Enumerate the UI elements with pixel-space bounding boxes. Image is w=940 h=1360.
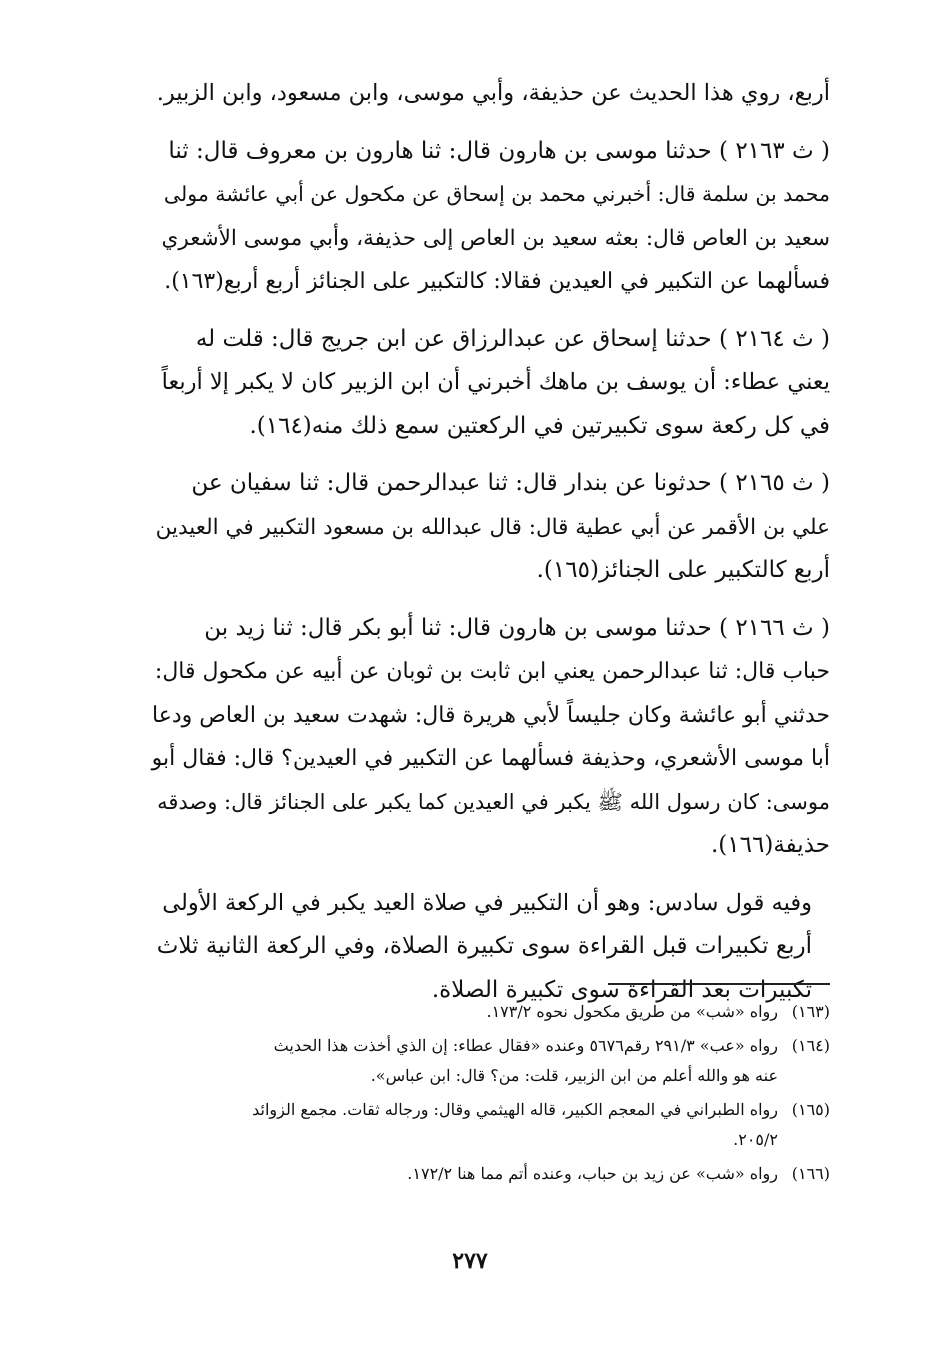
text-line: أربع كالتكبير على الجنائز(١٦٥). [536,557,830,583]
text-line: أبا موسى الأشعري، وحذيفة فسألهما عن التكبير في العيدين؟ قال: فقال أبو [151,746,830,771]
footnote-165 [150,1095,830,1155]
text-line: حباب قال: ثنا عبدالرحمن يعني ابن ثابت بن ثوبان عن أبيه عن مكحول قال: [154,659,830,684]
text-line: أربع تكبيرات قبل القراءة سوى تكبيرة الصلاة، وفي الركعة الثانية ثلاث [156,933,812,959]
footnote-text: رواه الطبراني في المعجم الكبير، قاله الهيثمي وقال: ورجاله ثقات. مجمع الزوائد [252,1100,778,1119]
text-line: ( ث ٢١٦٦ ) حدثنا موسى بن هارون قال: ثنا أبو بكر قال: ثنا زيد بن [204,614,830,641]
text-line: يعني عطاء: أن يوسف بن ماهك أخبرني أن ابن الزبير كان لا يكبر إلا أربعاً [161,369,830,395]
footnotes [150,997,830,1193]
footnote-text: رواه «عب» ٢٩١/٣ رقم٥٦٧٦ وعنده «فقال عطاء: إن الذي أخذت هذا الحديث [273,1036,778,1055]
hadith-2166 [150,607,830,868]
footnote-number: (١٦٤) [791,1036,830,1055]
footnote-continuation: ٢٠٥/٢. [733,1130,778,1149]
sixth-opinion-paragraph [150,882,830,1013]
text-line: سعيد بن العاص قال: بعثه سعيد بن العاص إلى حذيفة، وأبي موسى الأشعري [161,225,830,251]
footnote-number: (١٦٦) [791,1164,830,1183]
footnote-163 [150,997,830,1027]
text-line: ( ث ٢١٦٤ ) حدثنا إسحاق عن عبدالرزاق عن ابن جريج قال: قلت له [195,325,830,352]
page-number: ٢٧٧ [452,1248,488,1274]
text-line: حذيفة(١٦٦). [711,832,830,858]
footnote-text: رواه «شب» من طريق مكحول نحوه ١٧٣/٢. [486,1002,778,1021]
text-line: تكبيرات بعد القراءة سوى تكبيرة الصلاة. [431,976,812,1003]
text-line: ( ث ٢١٦٣ ) حدثنا موسى بن هارون قال: ثنا هارون بن معروف قال: ثنا [168,137,830,164]
text-line: موسى: كان رسول الله ﷺ يكبر في العيدين كما يكبر على الجنائز قال: وصدقه [157,789,830,814]
footnote-number: (١٦٣) [791,1002,830,1021]
text-line: في كل ركعة سوى تكبيرتين في الركعتين سمع ذلك منه(١٦٤). [249,412,830,439]
footnote-number: (١٦٥) [791,1100,830,1119]
footnote-text: رواه «شب» عن زيد بن حباب، وعنده أتم مما هنا ١٧٢/٢. [407,1164,778,1183]
footnote-separator [608,983,830,985]
paragraph-1 [150,72,830,116]
footnote-166 [150,1159,830,1189]
text-line: وفيه قول سادس: وهو أن التكبير في صلاة العيد يكبر في الركعة الأولى [162,889,812,916]
text-line: محمد بن سلمة قال: أخبرني محمد بن إسحاق عن مكحول عن أبي عائشة مولى [163,182,830,206]
text-line: أربع، روي هذا الحديث عن حذيفة، وأبي موسى، وابن مسعود، وابن الزبير. [156,80,830,106]
hadith-2165 [150,462,830,593]
footnote-continuation: عنه هو والله أعلم من ابن الزبير، قلت: من؟ قال: ابن عباس». [370,1066,778,1085]
text-line: ( ث ٢١٦٥ ) حدثونا عن بندار قال: ثنا عبدالرحمن قال: ثنا سفيان عن [191,470,830,496]
hadith-2163 [150,130,830,304]
hadith-2164 [150,318,830,449]
text-line: علي بن الأقمر عن أبي عطية قال: قال عبدالله بن مسعود التكبير في العيدين [155,514,830,540]
text-line: حدثني أبو عائشة وكان جليساً لأبي هريرة قال: شهدت سعيد بن العاص ودعا [151,702,830,728]
text-line: فسألهما عن التكبير في العيدين فقالا: كالتكبير على الجنائز أربع أربع(١٦٣). [164,269,830,294]
main-text [150,72,830,1012]
footnote-164 [150,1031,830,1091]
